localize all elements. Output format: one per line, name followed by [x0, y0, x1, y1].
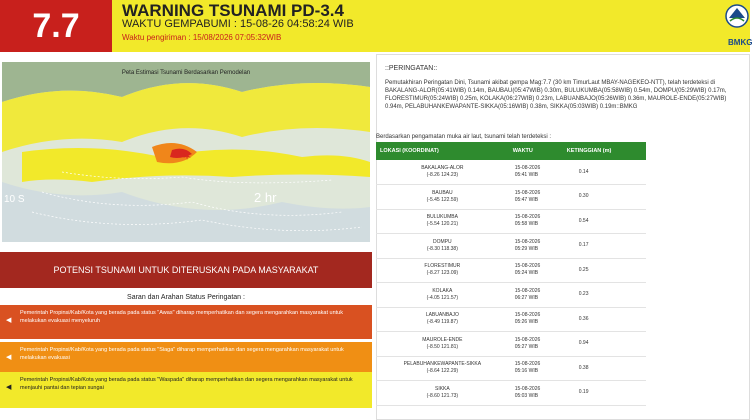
row-coord: (-8.64 122.29) — [426, 368, 459, 375]
col-waktu: WAKTU — [509, 142, 563, 160]
row-date: 15-08-2026 — [514, 263, 541, 270]
row-coord: (-8.30 118.38) — [426, 245, 458, 252]
row-height: 0.94 — [563, 332, 646, 357]
row-location: DOMPU — [433, 238, 452, 245]
row-time: 05:27 WIB — [514, 343, 539, 350]
row-date: 15-08-2026 — [514, 361, 541, 368]
table-row — [376, 332, 646, 357]
row-location: BAUBAU — [432, 189, 453, 196]
observasi-title: Berdasarkan pengamatan muka air laut, tsunami telah terdeteksi : — [376, 134, 552, 140]
magnitude-badge: 7.7 — [0, 0, 112, 52]
col-ketinggian: KETINGGIAN (m) — [563, 142, 646, 160]
table-row — [376, 185, 646, 210]
row-time: 05:26 WIB — [514, 319, 539, 326]
row-location: MAUROLE-ENDE — [422, 336, 463, 343]
map-graphic — [2, 62, 370, 242]
right-panel — [376, 52, 750, 420]
row-date: 15-08-2026 — [514, 214, 541, 221]
row-time: 05:24 WIB — [514, 270, 539, 277]
row-time: 05:16 WIB — [514, 368, 539, 375]
row-height: 0.36 — [563, 307, 646, 332]
tsunami-map — [2, 62, 370, 242]
map-title: Peta Estimasi Tsunami Berdasarkan Pemodelan — [121, 70, 251, 76]
row-coord: (-8.26 124.23) — [426, 172, 459, 178]
row-coord: (-4.05 121.57) — [426, 294, 459, 301]
row-coord: (-5.45 122.59) — [426, 196, 459, 203]
table-row — [376, 160, 646, 185]
col-lokasi: LOKASI (KOORDINAT) — [376, 142, 509, 160]
row-date: 15-08-2026 — [514, 189, 541, 196]
advice-siaga — [0, 342, 372, 376]
row-location: SIKKA — [434, 385, 450, 392]
row-location: LABUANBAJO — [425, 312, 459, 319]
left-panel — [0, 60, 372, 420]
header-bar — [0, 0, 750, 52]
peringatan-text: Pemutakhiran Peringatan Dini, Tsunami akibat gempa Mag:7.7 (30 km TimurLaut MBAY-NAGEKEO-NTT), telah terdeteksi di BAKALANG-ALOR(05:41WIB) 0.14m, BAUBAU(05:47WIB) 0.30m, BULUKUMBA(05:58WIB) 0.54m, DOMPU(05:29WIB) 0.17m, FLORESTIMUR(05:24WIB) 0.25m, KOLAKA(06:27WIB) 0.23m, LABUANBAJO(05:26WIB) 0.36m, MAUROLE-ENDE(05:27WIB) 0.94m, PELABUHANKEWAPANTE-SIKKA(05:16WIB) 0.38m, SIKKA(05:03WIB) 0.19m::BMKG — [385, 80, 727, 110]
megaphone-icon: ◀ — [6, 317, 12, 324]
send-time: Waktu pengiriman : 15/08/2026 07:05:32WIB — [122, 33, 282, 42]
megaphone-icon: ◀ — [6, 384, 12, 391]
row-date: 15-08-2026 — [514, 336, 541, 343]
svg-text:✶: ✶ — [182, 149, 193, 163]
row-time: 05:58 WIB — [514, 221, 539, 228]
advice-awas-text: Pemerintah Propinsi/Kab/Kota yang berada pada status "Awas" diharap memperhatikan dan segera mengarahkan masyarakat untuk melakukan evakuasi menyeluruh — [20, 310, 343, 324]
bmkg-logo-text: BMKG — [728, 38, 752, 47]
advice-siaga-text: Pemerintah Propinsi/Kab/Kota yang berada pada status "Siaga" diharap memperhatikan dan segera mengarahkan masyarakat untuk melakukan evakuasi — [20, 347, 344, 361]
peringatan-title: ::PERINGATAN:: — [385, 65, 438, 72]
row-location: BULUKUMBA — [426, 214, 458, 221]
row-time: 05:41 WIB — [514, 172, 539, 178]
row-time: 06:27 WIB — [514, 294, 539, 301]
map-time-label: 2 hr — [254, 190, 277, 205]
row-date: 15-08-2026 — [514, 287, 541, 294]
row-location: FLORESTIMUR — [424, 263, 461, 270]
table-row — [376, 258, 646, 283]
row-location: BAKALANG-ALOR — [421, 165, 464, 171]
table-row — [376, 234, 646, 259]
row-date: 15-08-2026 — [514, 312, 541, 319]
table-row — [376, 209, 646, 234]
earthquake-time: WAKTU GEMPABUMI : 15-08-26 04:58:24 WIB — [122, 18, 354, 30]
row-date: 15-08-2026 — [514, 385, 541, 392]
warning-title: WARNING TSUNAMI PD-3.4 — [122, 1, 344, 20]
row-location: KOLAKA — [432, 287, 453, 294]
table-row — [376, 381, 646, 406]
row-height: 0.17 — [563, 234, 646, 259]
row-height: 0.30 — [563, 185, 646, 210]
row-height: 0.38 — [563, 356, 646, 381]
row-time: 05:03 WIB — [514, 392, 539, 399]
row-coord: (-5.54 120.21) — [426, 221, 459, 228]
advice-awas — [0, 305, 372, 339]
row-coord: (-8.27 123.09) — [426, 270, 459, 277]
advice-waspada-text: Pemerintah Propinsi/Kab/Kota yang berada pada status "Waspada" diharap memperhatikan dan segera mengarahkan masyarakat untuk menjauhi pantai dan tepian sungai — [20, 377, 353, 391]
table-row — [376, 356, 646, 381]
row-coord: (-8.60 121.73) — [426, 392, 459, 399]
row-coord: (-8.50 121.81) — [426, 343, 459, 350]
row-height: 0.54 — [563, 209, 646, 234]
map-coord-label: 10 S — [4, 194, 25, 205]
row-coord: (-8.49 119.87) — [426, 319, 458, 326]
row-time: 05:29 WIB — [514, 245, 539, 252]
megaphone-icon: ◀ — [6, 354, 12, 361]
row-height: 0.14 — [563, 160, 646, 185]
observation-table — [376, 142, 646, 406]
row-time: 05:47 WIB — [514, 196, 539, 203]
row-height: 0.25 — [563, 258, 646, 283]
row-location: PELABUHANKEWAPANTE-SIKKA — [403, 361, 482, 368]
row-date: 15-08-2026 — [514, 238, 541, 245]
row-date: 15-08-2026 — [514, 165, 541, 171]
row-height: 0.19 — [563, 381, 646, 406]
row-height: 0.23 — [563, 283, 646, 308]
table-row — [376, 283, 646, 308]
saran-title: Saran dan Arahan Status Peringatan : — [127, 294, 245, 301]
advice-waspada — [0, 372, 372, 408]
potensi-banner: POTENSI TSUNAMI UNTUK DITERUSKAN PADA MASYARAKAT — [0, 252, 372, 288]
table-row — [376, 307, 646, 332]
